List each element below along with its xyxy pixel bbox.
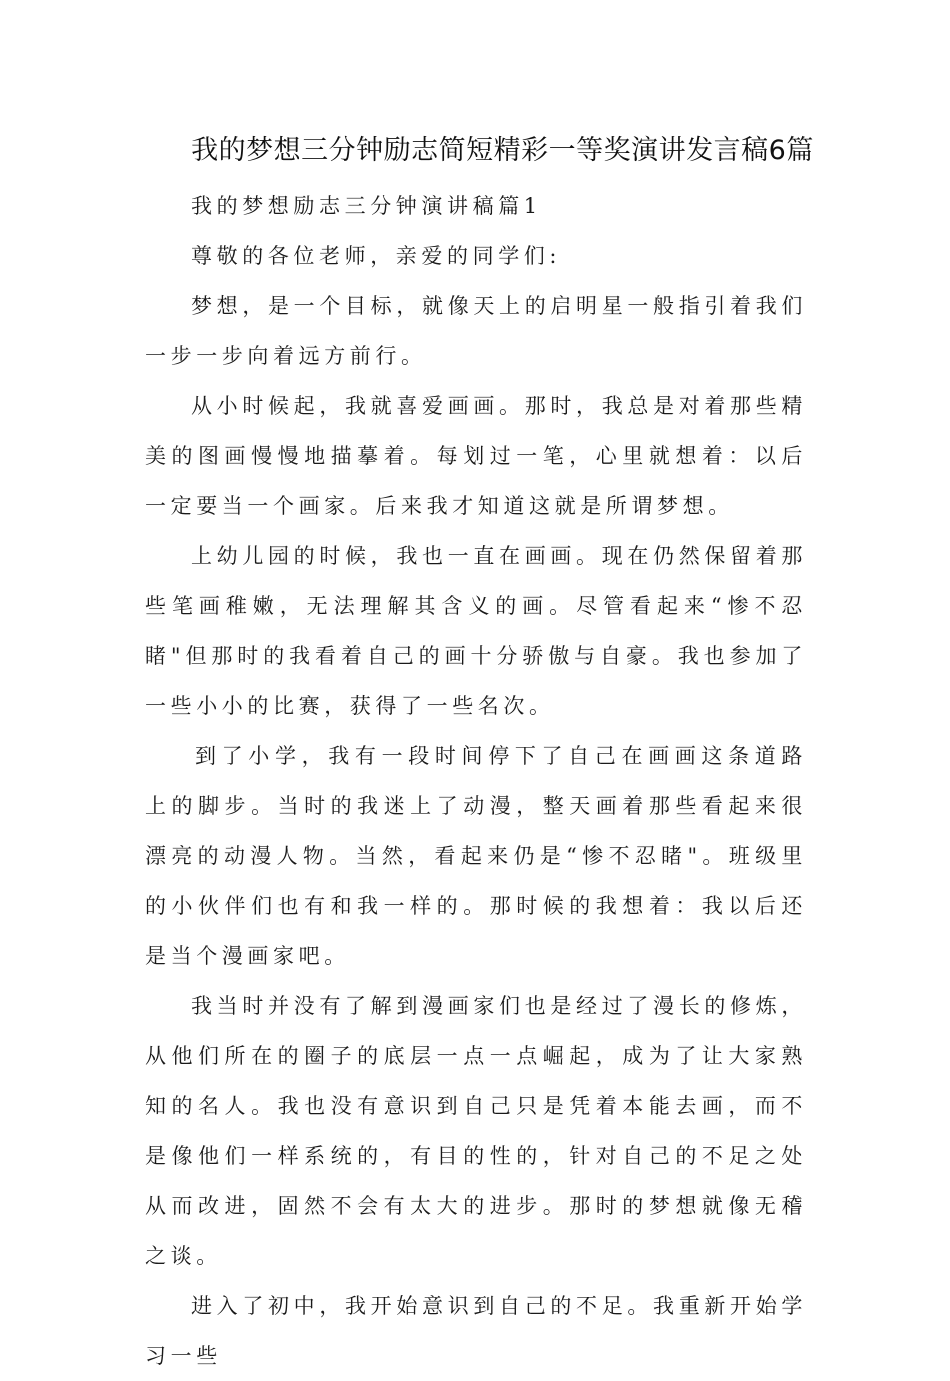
body-paragraph: 上幼儿园的时候，我也一直在画画。现在仍然保留着那些笔画稚嫩，无法理解其含义的画。尽管看起来“惨不忍睹"但那时的我看着自己的画十分骄傲与自豪。我也参加了一些小小的比赛，获得了一些名次。 xyxy=(145,544,807,718)
body-paragraph: 我当时并没有了解到漫画家们也是经过了漫长的修炼，从他们所在的圈子的底层一点一点崛起，成为了让大家熟知的名人。我也没有意识到自己只是凭着本能去画，而不是像他们一样系统的，有目的性的，针对自己的不足之处从而改进，固然不会有太大的进步。那时的梦想就像无稽之谈。 xyxy=(145,994,807,1268)
salutation: 尊敬的各位老师，亲爱的同学们: xyxy=(191,244,562,268)
section-heading: 我的梦想励志三分钟演讲稿篇1 xyxy=(191,194,542,218)
body-paragraph: 到了小学，我有一段时间停下了自己在画画这条道路上的脚步。当时的我迷上了动漫，整天画着那些看起来很漂亮的动漫人物。当然，看起来仍是“惨不忍睹"。班级里的小伙伴们也有和我一样的。那时候的我想着：我以后还是当个漫画家吧。 xyxy=(145,744,807,968)
body-paragraph: 梦想，是一个目标，就像天上的启明星一般指引着我们一步一步向着远方前行。 xyxy=(145,294,807,368)
body-paragraph: 进入了初中，我开始意识到自己的不足。我重新开始学习一些 xyxy=(145,1294,807,1368)
document-body xyxy=(145,181,807,1381)
document-title: 我的梦想三分钟励志简短精彩一等奖演讲发言稿6篇 xyxy=(191,135,814,166)
body-paragraph: 从小时候起，我就喜爱画画。那时，我总是对着那些精美的图画慢慢地描摹着。每划过一笔，心里就想着：以后一定要当一个画家。后来我才知道这就是所谓梦想。 xyxy=(145,394,807,518)
